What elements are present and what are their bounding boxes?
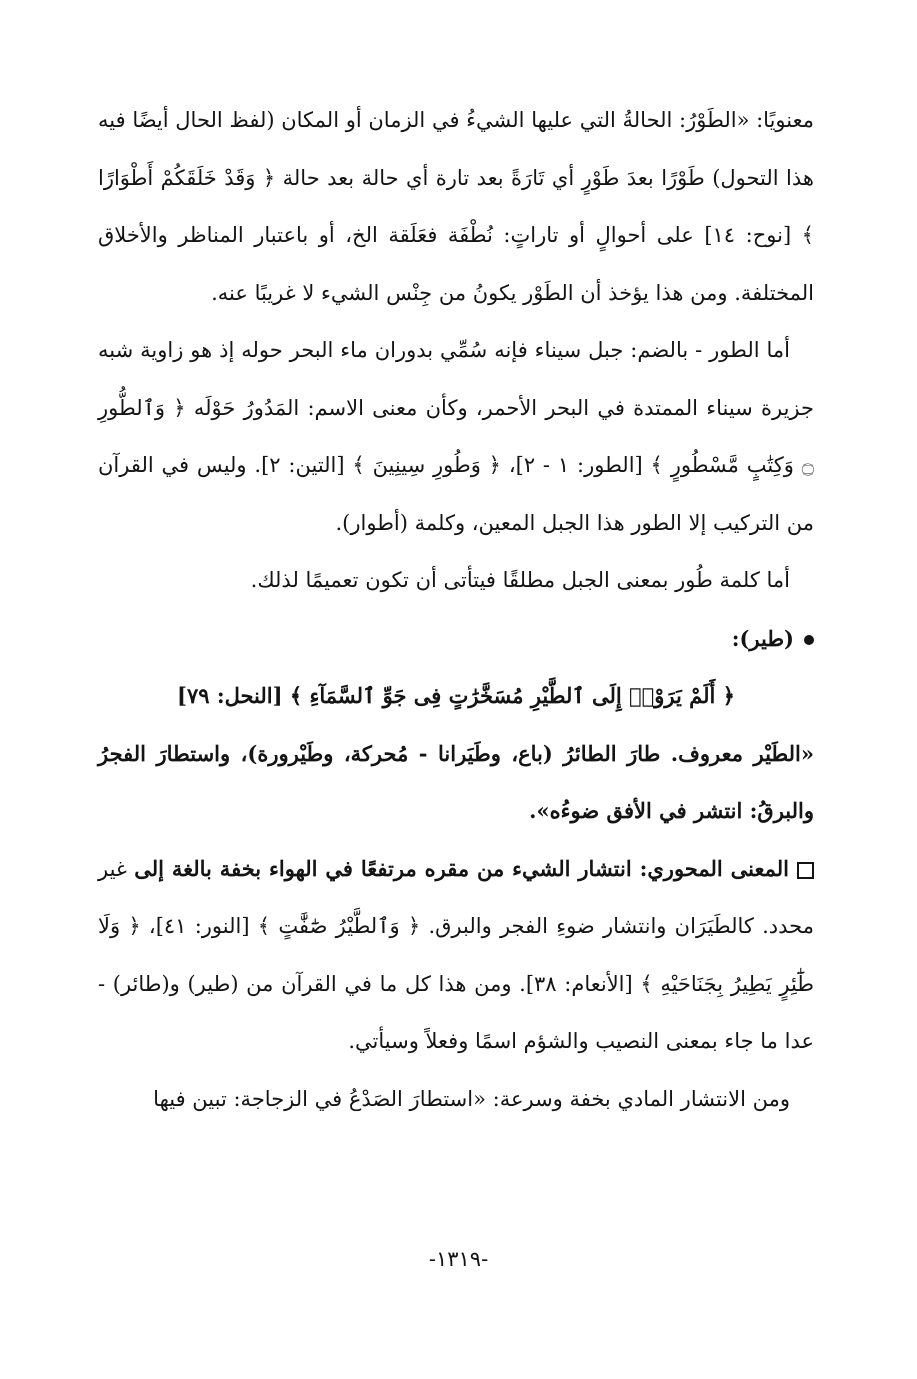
- paragraph-material-spread: ومن الانتشار المادي بخفة وسرعة: «استطارَ الصَدْعُ في الزجاجة: تبين فيها: [153, 1086, 790, 1111]
- page-number: -١٣١٩-: [428, 1247, 489, 1271]
- quran-verse: ﴿ أَلَمْ يَرَوْا۟ إِلَى ٱلطَّيْرِ مُسَخَّرَٰتٍ فِى جَوِّ ٱلسَّمَآءِ ﴾ [النحل: ٧٩]: [177, 683, 735, 708]
- paragraph-al-tur: أما الطور - بالضم: جبل سيناء فإنه سُمِّي بدوران ماء البحر حوله إذ هو زاوية شبه جزيرة سيناء الممتدة في البحر الأحمر، وكأن معنى الاسم: المَدُورُ حَوْلَه ﴿ وَٱلطُّورِ ۝ وَكِتَٰبٍ مَّسْطُورٍ ﴾ [الطور: ١ - ٢]، ﴿ وَطُورِ سِينِينَ ﴾ [التين: ٢]. وليس في القرآن من التركيب إلا الطور هذا الجبل المعين، وكلمة (أطوار).: [98, 338, 814, 535]
- page-body: [98, 92, 814, 1128]
- paragraph-tawr-meaning: معنويًا: «الطَوْرُ: الحالةُ التي عليها الشيءُ في الزمان أو المكان (لفظ الحال أيضًا فيه هذا التحول) طَوْرًا بعدَ طَوْرٍ أي تَارَةً بعد تارة أي حالة بعد حالة ﴿ وَقَدْ خَلَقَكُمْ أَطْوَارًا ﴾ [نوح: ١٤] على أحوالٍ أو تاراتٍ: نُطْفَة فعَلَقة الخ، أو باعتبار المناظر والأخلاق المختلفة. ومن هذا يؤخذ أن الطَوْر يكونُ من جِنْس الشيء لا غريبًا عنه.: [98, 108, 814, 305]
- core-meaning-lead: المعنى المحوري: انتشار الشيء من مقره مرتفعًا في الهواء بخفة بالغة إلى: [134, 855, 789, 881]
- paragraph-tayr-definition: «الطَيْر معروف. طارَ الطائرُ (باع، وطَيَرانا - مُحركة، وطَيْرورة)، واستطارَ الفجرُ والبرقُ: انتشر في الأفق ضوءُه».: [98, 740, 814, 823]
- paragraph-tur-mountain: أما كلمة طُور بمعنى الجبل مطلقًا فيتأتى أن تكون تعميمًا لذلك.: [250, 568, 790, 592]
- entry-heading-text: (طير):: [731, 625, 794, 651]
- core-meaning-rest: غير محدد. كالطَيَرَان وانتشار ضوءِ الفجر والبرق. ﴿ وَٱلطَّيْرُ صَٰٓفَّٰتٍ ﴾ [النور: ٤١]، ﴿ وَلَا طَٰٓئِرٍ يَطِيرُ بِجَنَاحَيْهِ ﴾ [الأنعام: ٣٨]. ومن هذا كل ما في القرآن من (طير) و(طائر) - عدا ما جاء بمعنى النصيب والشؤم اسمًا وفعلاً وسيأتي.: [98, 856, 814, 1053]
- entry-heading: [98, 610, 814, 668]
- square-marker-icon: [797, 862, 814, 879]
- paragraph-core-meaning: [98, 840, 814, 1071]
- bullet-icon: [804, 635, 814, 645]
